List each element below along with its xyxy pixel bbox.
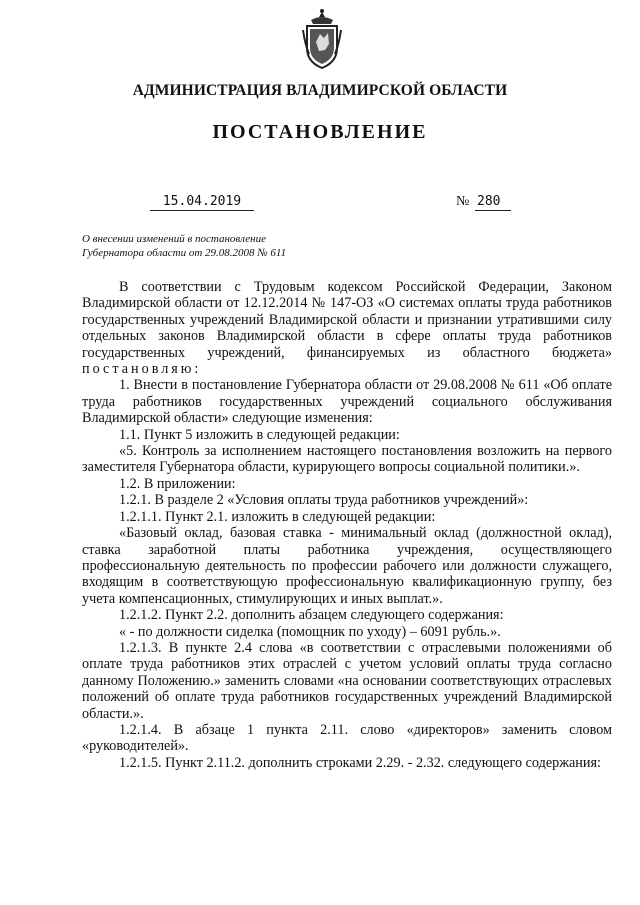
preamble-action: постановляю: (82, 361, 202, 378)
preamble-paragraph (82, 279, 612, 377)
coat-of-arms-icon (301, 8, 343, 70)
paragraph-1-2: 1.2. В приложении: (119, 475, 236, 492)
quote-1-1: «5. Контроль за исполнением настоящего постановления возложить на первого заместителя Губернатора области, курирующего вопросы социальной политики.». (82, 443, 612, 476)
preamble-text: В соответствии с Трудовым кодексом Российской Федерации, Законом Владимирской области от 12.12.2014 № 147-ОЗ «О системах оплаты труда работников государственных учреждений Владимирской области и признании утратившими силу отдельных законов Владимирской области в сфере оплаты труда работников государственных учреждений, финансируемых из областного бюджета» (82, 279, 612, 361)
document-body (82, 279, 612, 771)
paragraph-1-2-1-5: 1.2.1.5. Пункт 2.11.2. дополнить строками 2.29. - 2.32. следующего содержания: (119, 754, 601, 771)
paragraph-1: 1. Внести в постановление Губернатора области от 29.08.2008 № 611 «Об оплате труда работников государственных учреждений социального обслуживания Владимирской области» следующие изменения: (82, 377, 612, 427)
paragraph-1-2-1-4: 1.2.1.4. В абзаце 1 пункта 2.11. слово «директоров» заменить словом «руководителей». (82, 721, 612, 755)
paragraph-1-2-1-1: 1.2.1.1. Пункт 2.1. изложить в следующей редакции: (119, 508, 436, 525)
paragraph-1-2-1-2: 1.2.1.2. Пункт 2.2. дополнить абзацем следующего содержания: (119, 607, 504, 624)
document-number: 280 (475, 194, 511, 211)
quote-1-2-1-1: «Базовый оклад, базовая ставка - минимальный оклад (должностной оклад), ставка заработной платы работника учреждения, осуществляющего профессиональную деятельность по профессии рабочего или должности служащего, входящим в соответствующую профессиональную квалификационную группу, без учета компенсационных, стимулирующих и иных выплат.». (82, 525, 612, 607)
document-type-title: ПОСТАНОВЛЕНИЕ (212, 121, 428, 143)
document-date: 15.04.2019 (150, 194, 254, 211)
organization-name: АДМИНИСТРАЦИЯ ВЛАДИМИРСКОЙ ОБЛАСТИ (132, 82, 508, 99)
subject-line-2: Губернатора области от 29.08.2008 № 611 (82, 247, 287, 259)
paragraph-1-1: 1.1. Пункт 5 изложить в следующей редакции: (119, 426, 400, 443)
paragraph-1-2-1: 1.2.1. В разделе 2 «Условия оплаты труда работников учреждений»: (119, 492, 529, 509)
number-sign: № (456, 194, 470, 209)
subject-line-1: О внесении изменений в постановление (82, 233, 266, 245)
paragraph-1-2-1-3: 1.2.1.3. В пункте 2.4 слова «в соответствии с отраслевыми положениями об оплате труда работников этих отраслей с учетом условий оплаты труда согласно данному Положению.» заменить словами «на основании соответствующих отраслевых положений об оплате труда работников государственных учреждений Владимирской области.». (82, 639, 612, 722)
document-subject (82, 232, 286, 260)
quote-1-2-1-2: « - по должности сиделка (помощник по уходу) – 6091 рубль.». (119, 623, 501, 640)
